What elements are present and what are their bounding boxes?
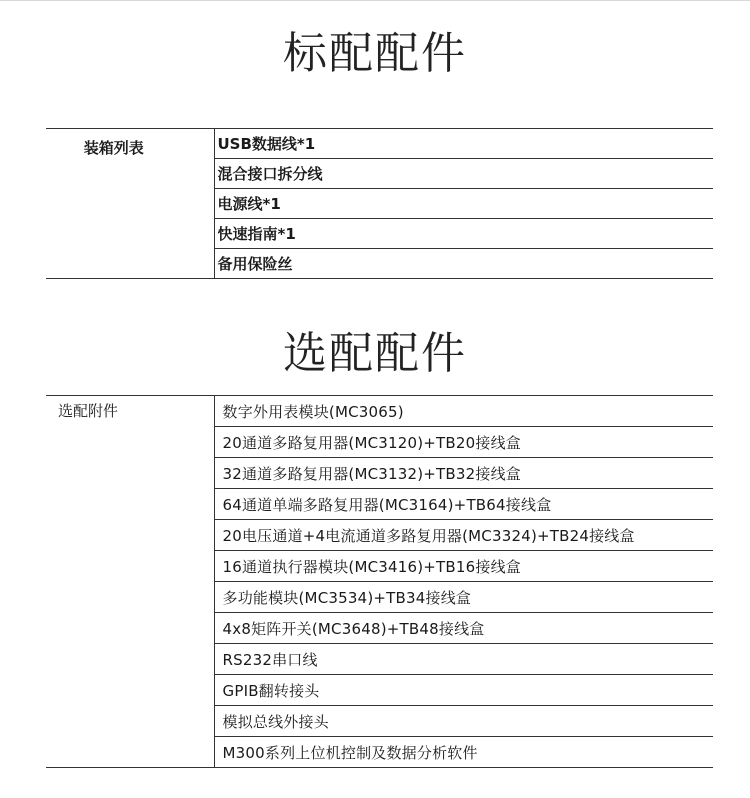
list-item: GPIB翻转接头 xyxy=(214,675,713,706)
optional-accessories-title: 选配配件 xyxy=(283,328,467,379)
list-item: 20通道多路复用器(MC3120)+TB20接线盒 xyxy=(214,427,713,458)
list-item: M300系列上位机控制及数据分析软件 xyxy=(214,737,713,768)
list-item: 模拟总线外接头 xyxy=(214,706,713,737)
optional-accessories-table xyxy=(46,395,713,768)
list-item: 4x8矩阵开关(MC3648)+TB48接线盒 xyxy=(214,613,713,644)
list-item: 备用保险丝 xyxy=(214,249,713,279)
standard-accessories-title: 标配配件 xyxy=(283,28,467,79)
list-item: 多功能模块(MC3534)+TB34接线盒 xyxy=(214,582,713,613)
top-divider xyxy=(0,0,750,1)
list-item: RS232串口线 xyxy=(214,644,713,675)
list-item: 电源线*1 xyxy=(214,189,713,219)
packing-list-label: 装箱列表 xyxy=(83,139,144,157)
list-item: USB数据线*1 xyxy=(214,129,713,159)
table-row xyxy=(46,129,713,159)
list-item: 快速指南*1 xyxy=(214,219,713,249)
list-item: 16通道执行器模块(MC3416)+TB16接线盒 xyxy=(214,551,713,582)
list-item: 32通道多路复用器(MC3132)+TB32接线盒 xyxy=(214,458,713,489)
table-row xyxy=(46,396,713,427)
standard-accessories-table xyxy=(46,128,713,279)
list-item: 数字外用表模块(MC3065) xyxy=(214,396,713,427)
optional-accessories-label: 选配附件 xyxy=(58,402,119,420)
list-item: 20电压通道+4电流通道多路复用器(MC3324)+TB24接线盒 xyxy=(214,520,713,551)
list-item: 混合接口拆分线 xyxy=(214,159,713,189)
list-item: 64通道单端多路复用器(MC3164)+TB64接线盒 xyxy=(214,489,713,520)
